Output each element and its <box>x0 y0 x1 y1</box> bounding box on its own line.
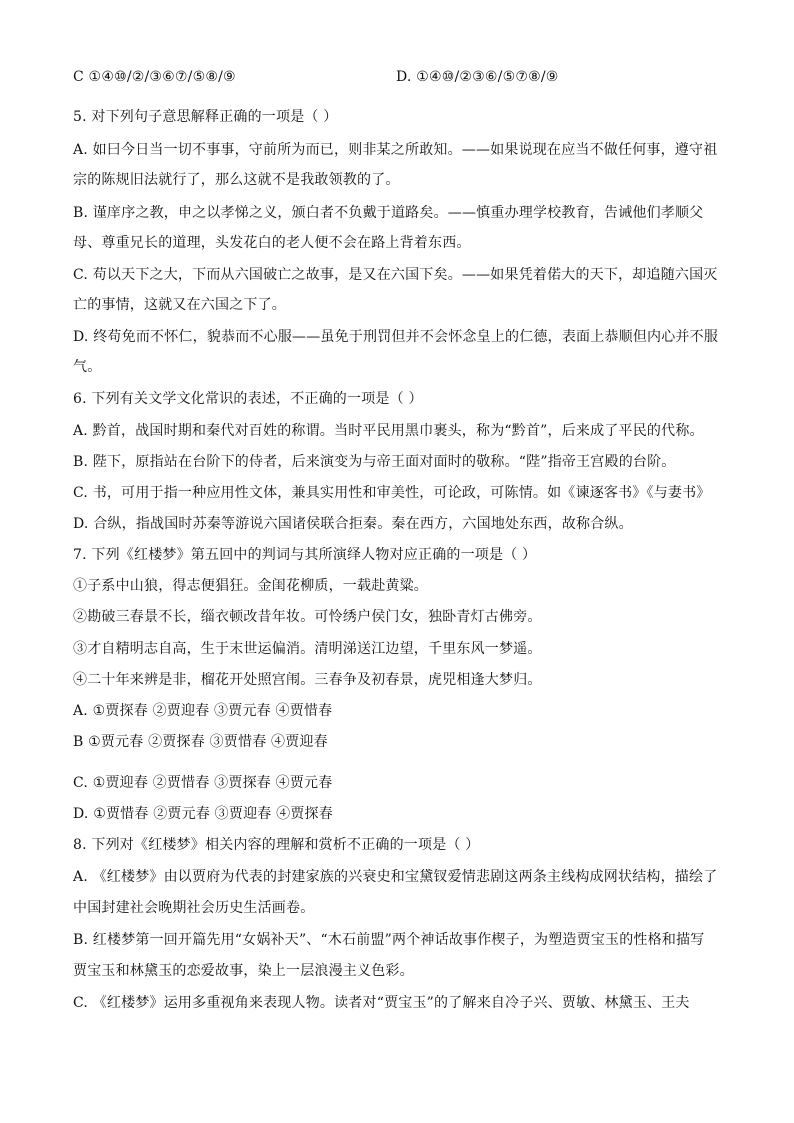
question-5-option-d-line2: 气。 <box>73 359 102 375</box>
question-5-option-c-line2: 亡的事情，这就又在六国之下了。 <box>73 297 286 313</box>
question-5-option-b-line2: 母、尊重兄长的道理，头发花白的老人便不会在路上背着东西。 <box>73 235 471 251</box>
question-6-stem: 6. 下列有关文学文化常识的表述，不正确的一项是（ ） <box>73 391 423 407</box>
option-d-previous: D. ①④⑩/②③⑥/⑤⑦⑧/⑨ <box>396 69 559 85</box>
question-8-option-c-line1: C. 《红楼梦》运用多重视角来表现人物。读者对“贾宝玉”的了解来自冷子兴、贾敏、林黛玉、王夫 <box>73 995 690 1011</box>
question-7-stem: 7. 下列《红楼梦》第五回中的判词与其所演绎人物对应正确的一项是（ ） <box>73 547 537 563</box>
question-6-option-d: D. 合纵，指战国时苏秦等游说六国诸侯联合拒秦。秦在西方，六国地处东西，故称合纵。 <box>73 516 633 532</box>
question-5-option-b-line1: B. 谨庠序之教，申之以孝悌之义，颁白者不负戴于道路矣。——慎重办理学校教育，告诫他们孝顺父 <box>73 205 704 221</box>
question-5-option-a-line1: A. 如曰今日当一切不事事，守前所为而已，则非某之所敢知。——如果说现在应当不做任何事，遵守祖 <box>73 142 718 158</box>
question-6-option-b: B. 陛下，原指站在台阶下的侍者，后来演变为与帝王面对面时的敬称。“陛”指帝王宫殿的台阶。 <box>73 454 676 470</box>
question-7-verse-2: ②勘破三春景不长，缁衣顿改昔年妆。可怜绣户侯门女，独卧青灯古佛旁。 <box>73 609 542 625</box>
question-7-verse-3: ③才自精明志自高，生于末世运偏消。清明涕送江边望，千里东风一梦遥。 <box>73 641 542 657</box>
question-8-option-b-line2: 贾宝玉和林黛玉的恋爱故事，染上一层浪漫主义色彩。 <box>73 963 414 979</box>
question-5-stem: 5. 对下列句子意思解释正确的一项是（ ） <box>73 109 338 125</box>
question-7-verse-4: ④二十年来辨是非，榴花开处照宫闱。三春争及初春景，虎兕相逢大梦归。 <box>73 672 542 688</box>
question-8-option-b-line1: B. 红楼梦第一回开篇先用“女娲补天”、“木石前盟”两个神话故事作楔子，为塑造贾宝玉的性格和描写 <box>73 932 705 948</box>
question-5-option-a-line2: 宗的陈规旧法就行了，那么这就不是我敢领教的了。 <box>73 172 400 188</box>
question-6-option-c: C. 书，可用于指一种应用性文体，兼具实用性和审美性，可论政，可陈情。如《谏逐客书》《与妻书》 <box>73 485 711 501</box>
question-7-option-d: D. ①贾惜春 ②贾元春 ③贾迎春 ④贾探春 <box>73 806 333 822</box>
question-7-verse-1: ①子系中山狼，得志便猖狂。金闺花柳质，一载赴黄粱。 <box>73 578 428 594</box>
option-c-previous: C ①④⑩/②/③⑥⑦/⑤⑧/⑨ <box>73 69 236 85</box>
question-8-option-a-line2: 中国封建社会晚期社会历史生活画卷。 <box>73 900 315 916</box>
question-5-option-c-line1: C. 苟以天下之大，下而从六国破亡之故事，是又在六国下矣。——如果凭着偌大的天下，却追随六国灭 <box>73 267 718 283</box>
question-8-option-a-line1: A. 《红楼梦》由以贾府为代表的封建家族的兴衰史和宝黛钗爱情悲剧这两条主线构成网状结构，描绘了 <box>73 869 718 885</box>
question-8-stem: 8. 下列对《红楼梦》相关内容的理解和赏析不正确的一项是（ ） <box>73 837 480 853</box>
question-7-option-c: C. ①贾迎春 ②贾惜春 ③贾探春 ④贾元春 <box>73 775 333 791</box>
question-7-option-b: B ①贾元春 ②贾探春 ③贾惜春 ④贾迎春 <box>73 734 328 750</box>
question-6-option-a: A. 黔首，战国时期和秦代对百姓的称谓。当时平民用黑巾裹头，称为“黔首”，后来成了平民的代称。 <box>73 423 704 439</box>
question-7-option-a: A. ①贾探春 ②贾迎春 ③贾元春 ④贾惜春 <box>73 703 333 719</box>
question-5-option-d-line1: D. 终苟免而不怀仁，貌恭而不心服——虽免于刑罚但并不会怀念皇上的仁德，表面上恭顺但内心并不服 <box>73 329 719 345</box>
